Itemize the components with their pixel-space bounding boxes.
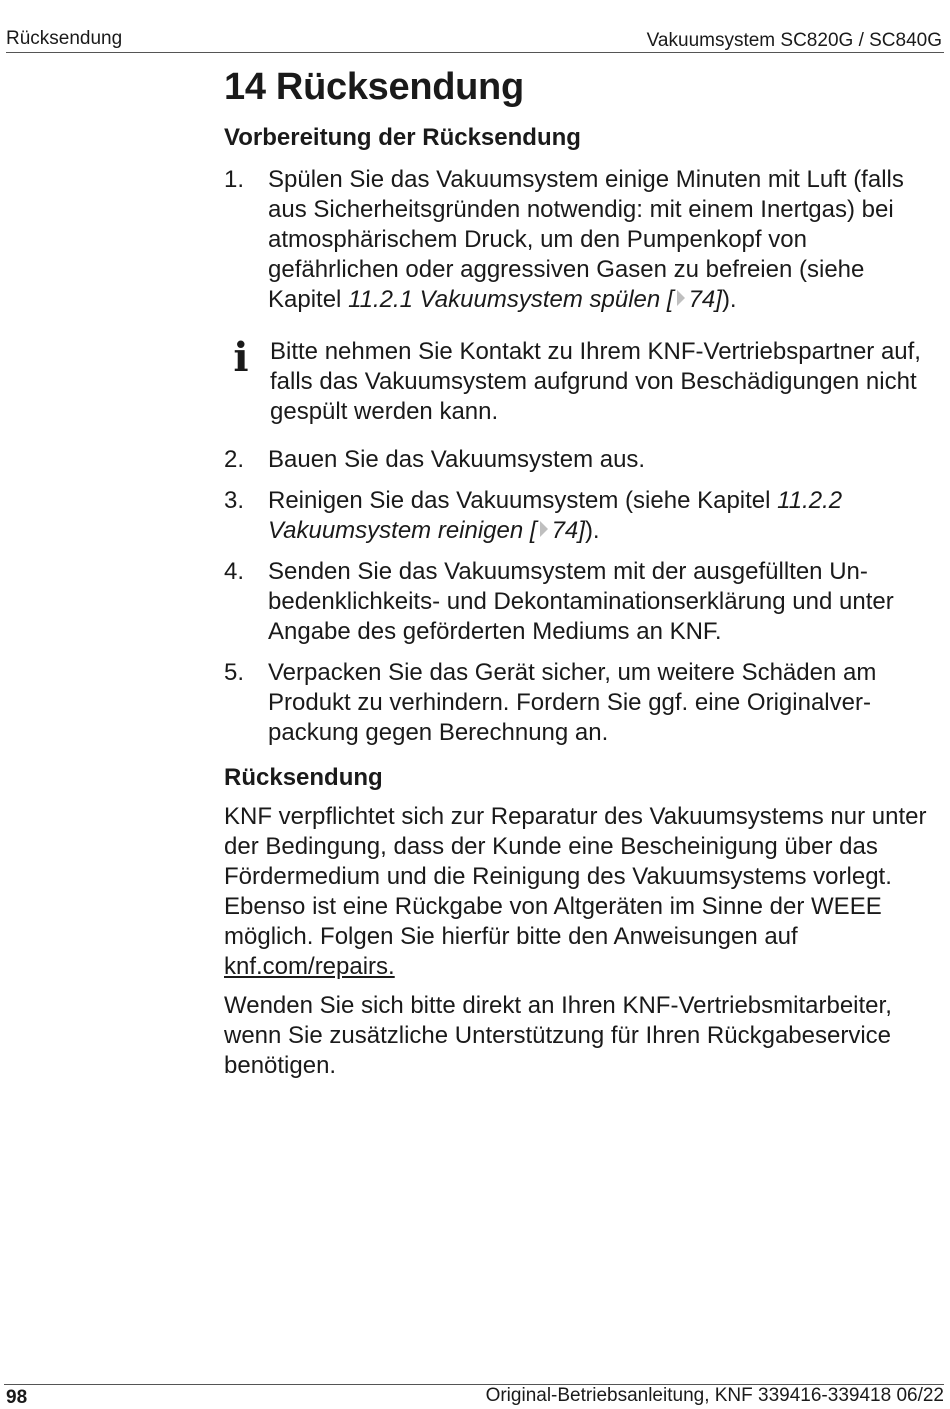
page-arrow-icon [677,290,685,306]
step-number: 5. [224,659,245,686]
page-reference: 74] [551,517,585,544]
header-product-name: Vakuumsystem SC820G / SC840G [646,30,942,51]
page-arrow-icon [540,521,548,537]
step-text: Senden Sie das Vakuumsystem mit der ausgefüllten Unbedenklichkeits- und Dekontaminationserklärung und unter Angabe des geförderten Mediums an KNF. [268,558,894,645]
step-text-tail: ). [721,286,737,313]
step-text: Reinigen Sie das Vakuumsystem (siehe Kapitel [268,487,778,514]
step-number: 3. [224,487,245,514]
section-heading-return: Rücksendung [224,764,383,791]
page-reference: 74] [688,286,722,313]
info-icon: i [233,334,249,381]
list-item-step-4 [224,557,934,647]
page-footer [4,1384,944,1408]
page-header [6,26,944,53]
list-item-step-1 [224,165,934,315]
main-content [224,60,934,1079]
list-item-step-3 [224,486,934,546]
step-number: 2. [224,446,245,473]
page-number: 98 [6,1387,28,1408]
step-text: Spülen Sie das Vakuumsystem einige Minuten mit Luft (falls aus Sicherheitsgründen notwendig: mit einem Inertgas) bei atmosphärischem Druck, um den Pumpenkopf von gefährlichen oder aggressiven Gasen zu befreien (siehe Kapitel [268,166,904,313]
return-paragraph-2: Wenden Sie sich bitte direkt an Ihren KNF-Vertriebsmitarbeiter, wenn Sie zusätzliche Unterstützung für Ihren Rückgabeservice benötigen. [224,992,892,1079]
info-note [224,334,934,427]
page-title: 14 Rücksendung [224,66,524,108]
step-text-tail: ). [584,517,600,544]
chapter-reference-text: 11.2.2 Vakuumsystem reinigen [ [268,487,843,544]
step-number: 4. [224,558,245,585]
list-item-step-5 [224,658,934,748]
footer-document-info: Original-Betriebsanleitung, KNF 339416-339418 06/22 [485,1385,944,1406]
info-note-text: Bitte nehmen Sie Kontakt zu Ihrem KNF-Vertriebspartner auf, falls das Vakuumsystem aufgrund von Beschädigungen nicht gespült werden kann. [270,338,921,425]
steps-list-a [224,165,934,315]
return-paragraph-1 [224,802,934,982]
steps-list-b [224,445,934,748]
section-heading-preparation: Vorbereitung der Rücksendung [224,124,581,151]
header-section-name: Rücksendung [6,28,123,49]
chapter-reference-link[interactable] [348,286,722,313]
step-number: 1. [224,166,245,193]
list-item-step-2 [224,445,934,475]
return-paragraph-1-text: KNF verpflichtet sich zur Reparatur des Vakuumsystems nur unter der Bedingung, dass der Kunde eine Bescheinigung über das Fördermedium und die Reinigung des Vakuumsystems vorlegt. Ebenso ist eine Rückgabe von Altgeräten im Sinne der WEEE möglich. Folgen Sie hierfür bitte den Anweisungen auf [224,803,927,950]
step-text: Verpacken Sie das Gerät sicher, um weitere Schäden am Produkt zu verhindern. Fordern Sie ggf. eine Originalverpackung gegen Berechnung an. [268,659,877,746]
repairs-link[interactable]: knf.com/repairs. [224,953,395,980]
chapter-reference-text: 11.2.1 Vakuumsystem spülen [ [348,286,674,313]
step-text: Bauen Sie das Vakuumsystem aus. [268,446,646,473]
